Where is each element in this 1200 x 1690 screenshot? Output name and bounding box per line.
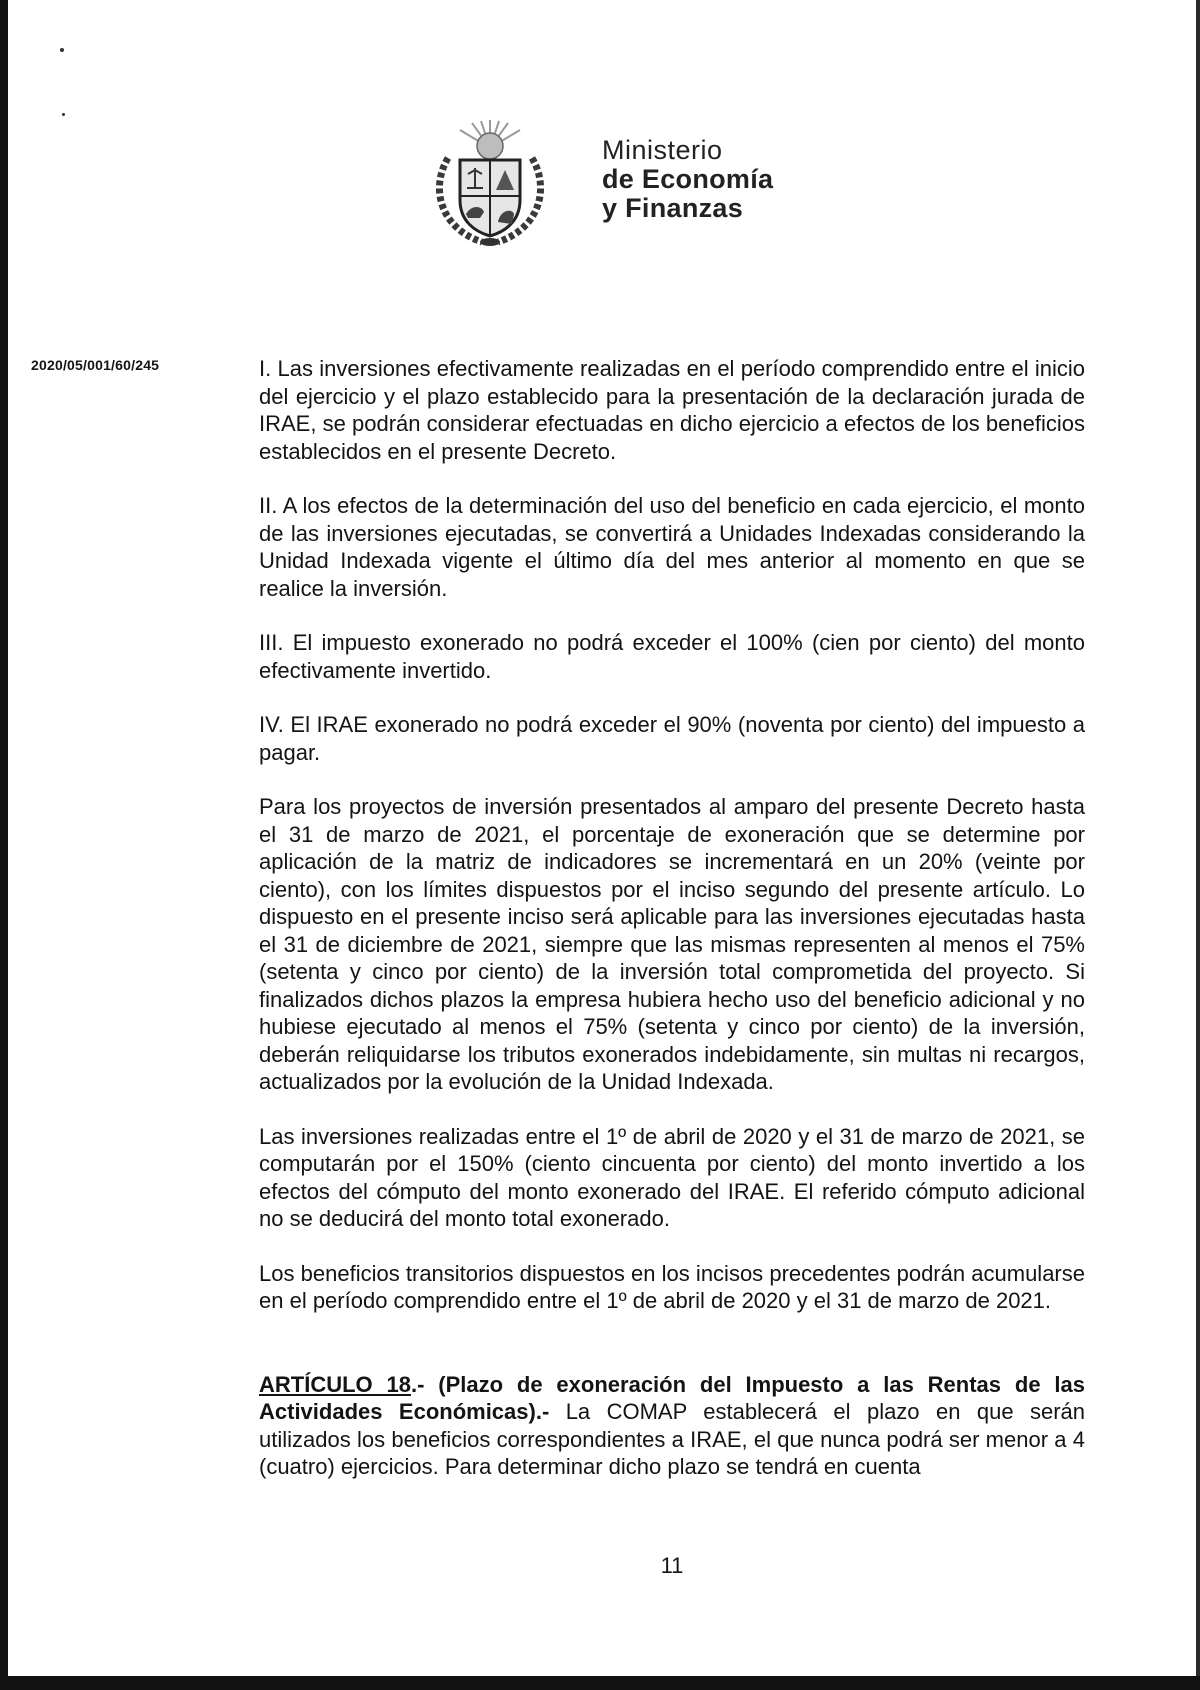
ministry-header xyxy=(420,118,800,248)
paragraph-item-i: I. Las inversiones efectivamente realizadas en el período comprendido entre el inicio del ejercicio y el plazo establecido para la presentación de la declaración jurada de IRAE, se podrán considerar efectuadas en dicho ejercicio a efectos de los beneficios establecidos en el presente Decreto. xyxy=(259,356,1085,464)
paragraph-item-iii: III. El impuesto exonerado no podrá exceder el 100% (cien por ciento) del monto efectivamente invertido. xyxy=(259,630,1085,683)
paragraph-accumulation: Los beneficios transitorios dispuestos en los incisos precedentes podrán acumularse en el período comprendido entre el 1º de abril de 2020 y el 31 de marzo de 2021. xyxy=(259,1260,1085,1313)
scan-edge-right xyxy=(1196,0,1200,1690)
article-18 xyxy=(259,1371,1085,1481)
ministry-line-2: de Economía xyxy=(602,164,774,194)
article-18-label-suffix: .- xyxy=(410,1371,439,1397)
ministry-line-3: y Finanzas xyxy=(602,193,744,223)
document-body xyxy=(259,355,1085,1481)
paragraph-additional-computation: Las inversiones realizadas entre el 1º de abril de 2020 y el 31 de marzo de 2021, se computarán por el 150% (ciento cincuenta por ciento) del monto invertido a los efectos del cómputo del monto exonerado del IRAE. El referido cómputo adicional no se deducirá del monto total exonerado. xyxy=(259,1123,1085,1231)
paragraph-item-ii: II. A los efectos de la determinación del uso del beneficio en cada ejercicio, el monto de las inversiones ejecutadas, se convertirá a Unidades Indexadas considerando la Unidad Indexada vigente el último día del mes anterior al momento en que se realice la inversión. xyxy=(259,493,1085,601)
ministry-name xyxy=(602,136,773,223)
page-number: 11 xyxy=(660,1553,684,1578)
ministry-line-1: Ministerio xyxy=(602,135,723,165)
scan-speck xyxy=(62,113,65,116)
scan-speck xyxy=(60,48,64,52)
scan-edge-left xyxy=(0,0,8,1690)
uruguay-coat-of-arms-icon xyxy=(420,118,560,248)
article-18-body: La COMAP establecerá el plazo en que serán utilizados los beneficios correspondientes a IRAE, el que nunca podrá ser menor a 4 (cuatro) ejercicios. Para determinar dicho plazo se tendrá en cuenta xyxy=(259,1399,1085,1479)
paragraph-item-iv: IV. El IRAE exonerado no podrá exceder el 90% (noventa por ciento) del impuesto a pagar. xyxy=(259,712,1085,765)
scan-edge-bottom xyxy=(0,1676,1200,1690)
reference-code: 2020/05/001/60/245 xyxy=(31,357,160,373)
article-18-heading: (Plazo de exoneración del Impuesto a las Rentas de las Actividades Económicas).- xyxy=(259,1371,1085,1424)
paragraph-transitional-increase: Para los proyectos de inversión presentados al amparo del presente Decreto hasta el 31 de marzo de 2021, el porcentaje de exoneración que se determine por aplicación de la matriz de indicadores se incrementará en un 20% (veinte por ciento), con los límites dispuestos por el inciso segundo del presente artículo. Lo dispuesto en el presente inciso será aplicable para las inversiones ejecutadas hasta el 31 de diciembre de 2021, siempre que las mismas representen al menos el 75% (setenta y cinco por ciento) de la inversión total comprometida del proyecto. Si finalizados dichos plazos la empresa hubiera hecho uso del beneficio adicional y no hubiese ejecutado al menos el 75% (setenta y cinco por ciento) de la inversión, deberán reliquidarse los tributos exonerados indebidamente, sin multas ni recargos, actualizados por la evolución de la Unidad Indexada. xyxy=(259,794,1085,1094)
article-18-label: ARTÍCULO 18 xyxy=(259,1371,411,1397)
